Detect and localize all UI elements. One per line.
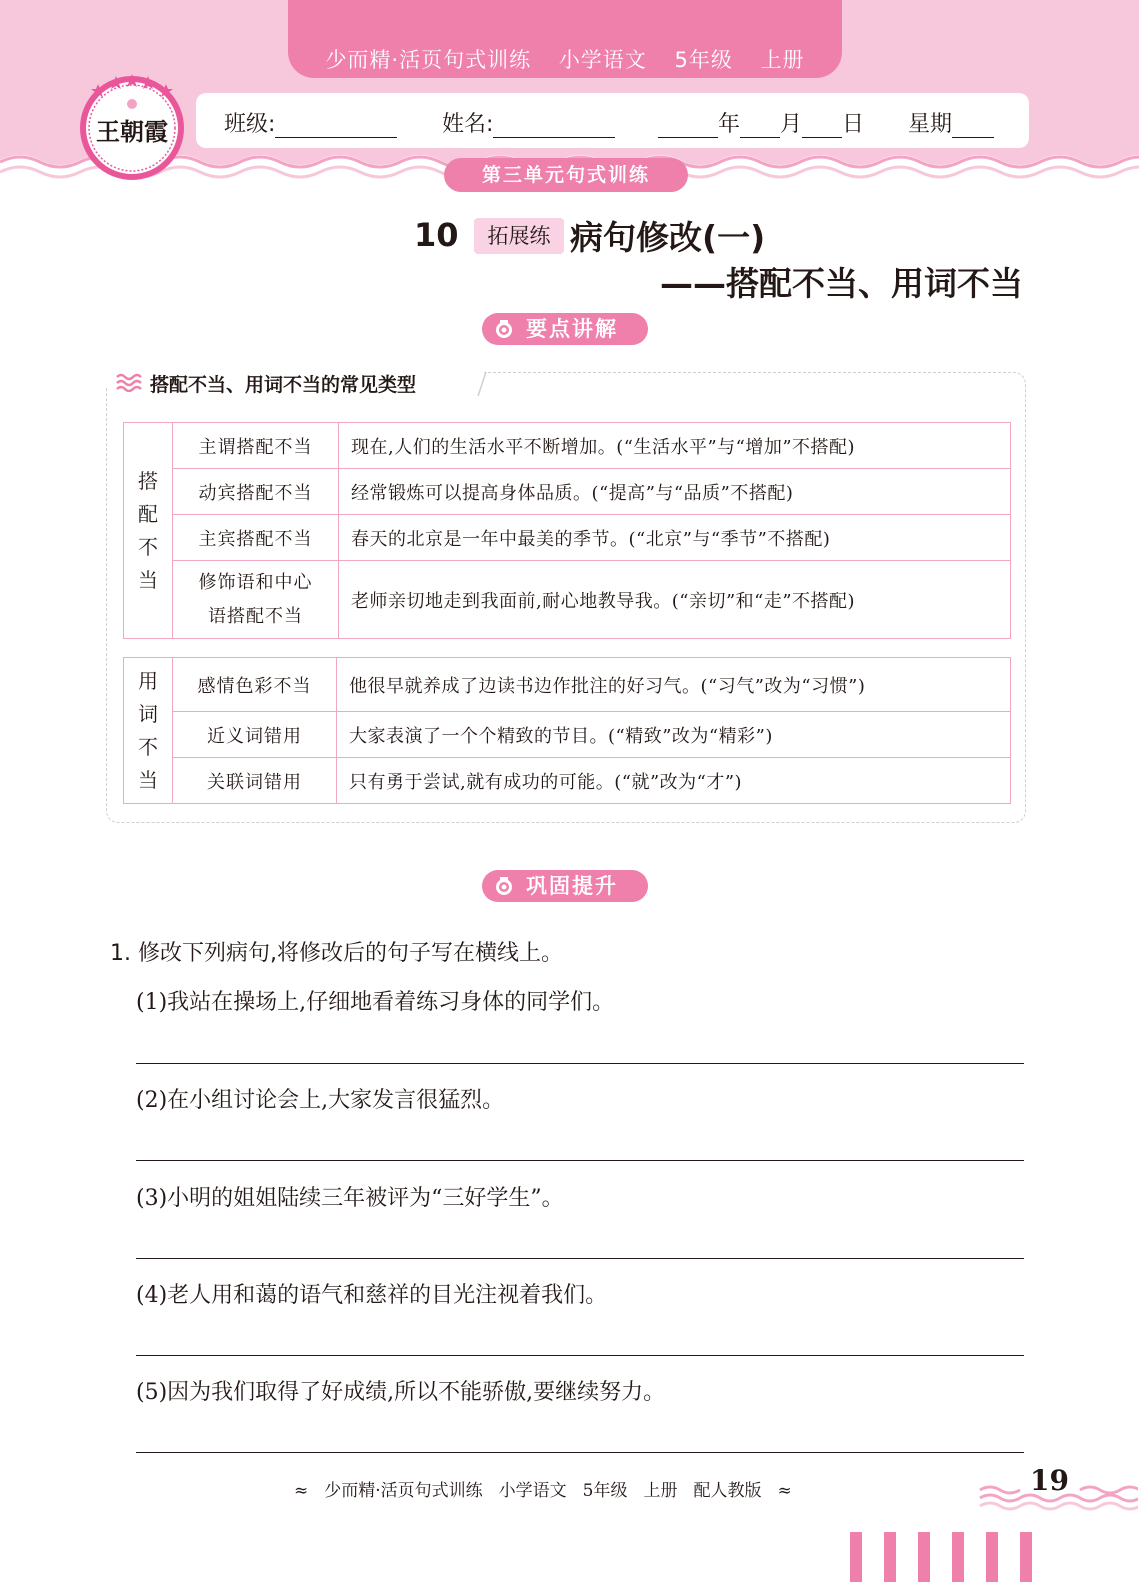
category-char: 词 (138, 701, 158, 726)
practice-pill-label: 巩固提升 (526, 874, 618, 898)
type-cell: 主谓搭配不当 (173, 423, 339, 469)
sentence-item: (1)我站在操场上,仔细地看着练习身体的同学们。 (136, 990, 615, 1015)
wave-icon: ≈ (294, 1481, 309, 1501)
edge-bar-decoration (986, 1532, 998, 1582)
wording-errors-table (123, 657, 1011, 804)
answer-line[interactable] (136, 1063, 1024, 1064)
sentence-item: (4)老人用和蔼的语气和慈祥的目光注视着我们。 (136, 1283, 608, 1308)
lesson-number: 10 (414, 216, 459, 254)
type-cell: 主宾搭配不当 (173, 515, 339, 561)
type-cell: 感情色彩不当 (173, 658, 337, 712)
year-input-line[interactable] (658, 113, 718, 138)
footer-text (286, 1476, 800, 1501)
table-row (124, 423, 1011, 469)
table-row (124, 712, 1011, 758)
footer-volume: 上册 (643, 1481, 678, 1501)
series-title (288, 44, 842, 74)
type-line: 修饰语和中心 (198, 571, 313, 593)
footer-series: 少而精·活页句式训练 (324, 1481, 483, 1501)
table-row (124, 469, 1011, 515)
lesson-title: 病句修改(一) (570, 218, 766, 257)
lesson-tag: 拓展练 (474, 218, 564, 254)
category-char: 不 (138, 734, 158, 759)
footer-grade: 5年级 (582, 1481, 628, 1501)
sentence-item: (5)因为我们取得了好成绩,所以不能骄傲,要继续努力。 (136, 1380, 666, 1405)
year-label: 年 (718, 112, 741, 137)
day-input-line[interactable] (802, 113, 842, 138)
example-cell: 经常锻炼可以提高身体品质。(“提高”与“品质”不搭配) (339, 469, 1011, 515)
wave-icon (116, 372, 144, 392)
edge-bar-decoration (1020, 1532, 1032, 1582)
question-title: 1. 修改下列病句,将修改后的句子写在横线上。 (110, 941, 563, 966)
weekday-label: 星期 (908, 112, 953, 137)
keypoints-pill (482, 313, 648, 345)
name-label: 姓名: (442, 112, 494, 137)
type-cell: 近义词错用 (173, 712, 337, 758)
medal-icon (494, 876, 514, 896)
edge-bar-decoration (918, 1532, 930, 1582)
table-row (124, 561, 1011, 639)
name-input-line[interactable] (493, 113, 615, 138)
heading-slash-decoration (474, 370, 488, 398)
table-row (124, 658, 1011, 712)
keypoints-heading: 搭配不当、用词不当的常见类型 (150, 374, 417, 396)
edge-bar-decoration (952, 1532, 964, 1582)
series-subject: 小学语文 (558, 48, 647, 72)
type-line: 语搭配不当 (208, 605, 303, 627)
example-cell: 大家表演了一个个精致的节目。(“精致”改为“精彩”) (337, 712, 1011, 758)
category-cell (124, 423, 173, 639)
class-input-line[interactable] (275, 113, 397, 138)
edge-bar-decoration (884, 1532, 896, 1582)
answer-line[interactable] (136, 1258, 1024, 1259)
brand-logo-icon (78, 74, 186, 182)
category-char: 当 (138, 567, 158, 592)
category-char: 当 (138, 767, 158, 792)
edge-bar-decoration (850, 1532, 862, 1582)
weekday-field[interactable] (908, 107, 994, 138)
lesson-subtitle: ——搭配不当、用词不当 (660, 264, 1023, 303)
category-char: 搭 (138, 468, 158, 493)
series-volume: 上册 (760, 48, 805, 72)
sentence-item: (2)在小组讨论会上,大家发言很猛烈。 (136, 1088, 505, 1113)
wave-icon: ≈ (777, 1481, 792, 1501)
example-cell: 只有勇于尝试,就有成功的可能。(“就”改为“才”) (337, 758, 1011, 804)
class-field[interactable] (224, 107, 397, 138)
example-cell: 他很早就养成了边读书边作批注的好习气。(“习气”改为“习惯”) (337, 658, 1011, 712)
month-label: 月 (780, 112, 803, 137)
example-cell: 春天的北京是一年中最美的季节。(“北京”与“季节”不搭配) (339, 515, 1011, 561)
type-cell: 动宾搭配不当 (173, 469, 339, 515)
weekday-input-line[interactable] (952, 113, 994, 138)
table-row (124, 758, 1011, 804)
example-cell: 老师亲切地走到我面前,耐心地教导我。(“亲切”和“走”不搭配) (339, 561, 1011, 639)
table-row (124, 515, 1011, 561)
medal-icon (494, 319, 514, 339)
page-number: 19 (1030, 1464, 1069, 1497)
category-char: 用 (138, 668, 158, 693)
name-field[interactable] (442, 107, 615, 138)
answer-line[interactable] (136, 1160, 1024, 1161)
day-label: 日 (842, 112, 865, 137)
series-grade: 5年级 (674, 48, 733, 72)
answer-line[interactable] (136, 1452, 1024, 1453)
sentence-item: (3)小明的姐姐陆续三年被评为“三好学生”。 (136, 1186, 564, 1211)
practice-pill (482, 870, 648, 902)
type-cell: 关联词错用 (173, 758, 337, 804)
month-input-line[interactable] (740, 113, 780, 138)
keypoints-pill-label: 要点讲解 (526, 317, 618, 341)
example-cell: 现在,人们的生活水平不断增加。(“生活水平”与“增加”不搭配) (339, 423, 1011, 469)
category-char: 配 (138, 501, 158, 526)
footer-subject: 小学语文 (498, 1481, 567, 1501)
answer-line[interactable] (136, 1355, 1024, 1356)
class-label: 班级: (224, 112, 276, 137)
category-char: 不 (138, 534, 158, 559)
unit-tag: 第三单元句式训练 (444, 158, 688, 192)
collocation-errors-table (123, 422, 1011, 639)
type-cell (173, 561, 339, 639)
date-field[interactable] (658, 107, 864, 138)
category-cell (124, 658, 173, 804)
series-name: 少而精·活页句式训练 (325, 48, 532, 72)
svg-text:王朝霞: 王朝霞 (96, 117, 168, 146)
footer-edition: 配人教版 (693, 1481, 762, 1501)
